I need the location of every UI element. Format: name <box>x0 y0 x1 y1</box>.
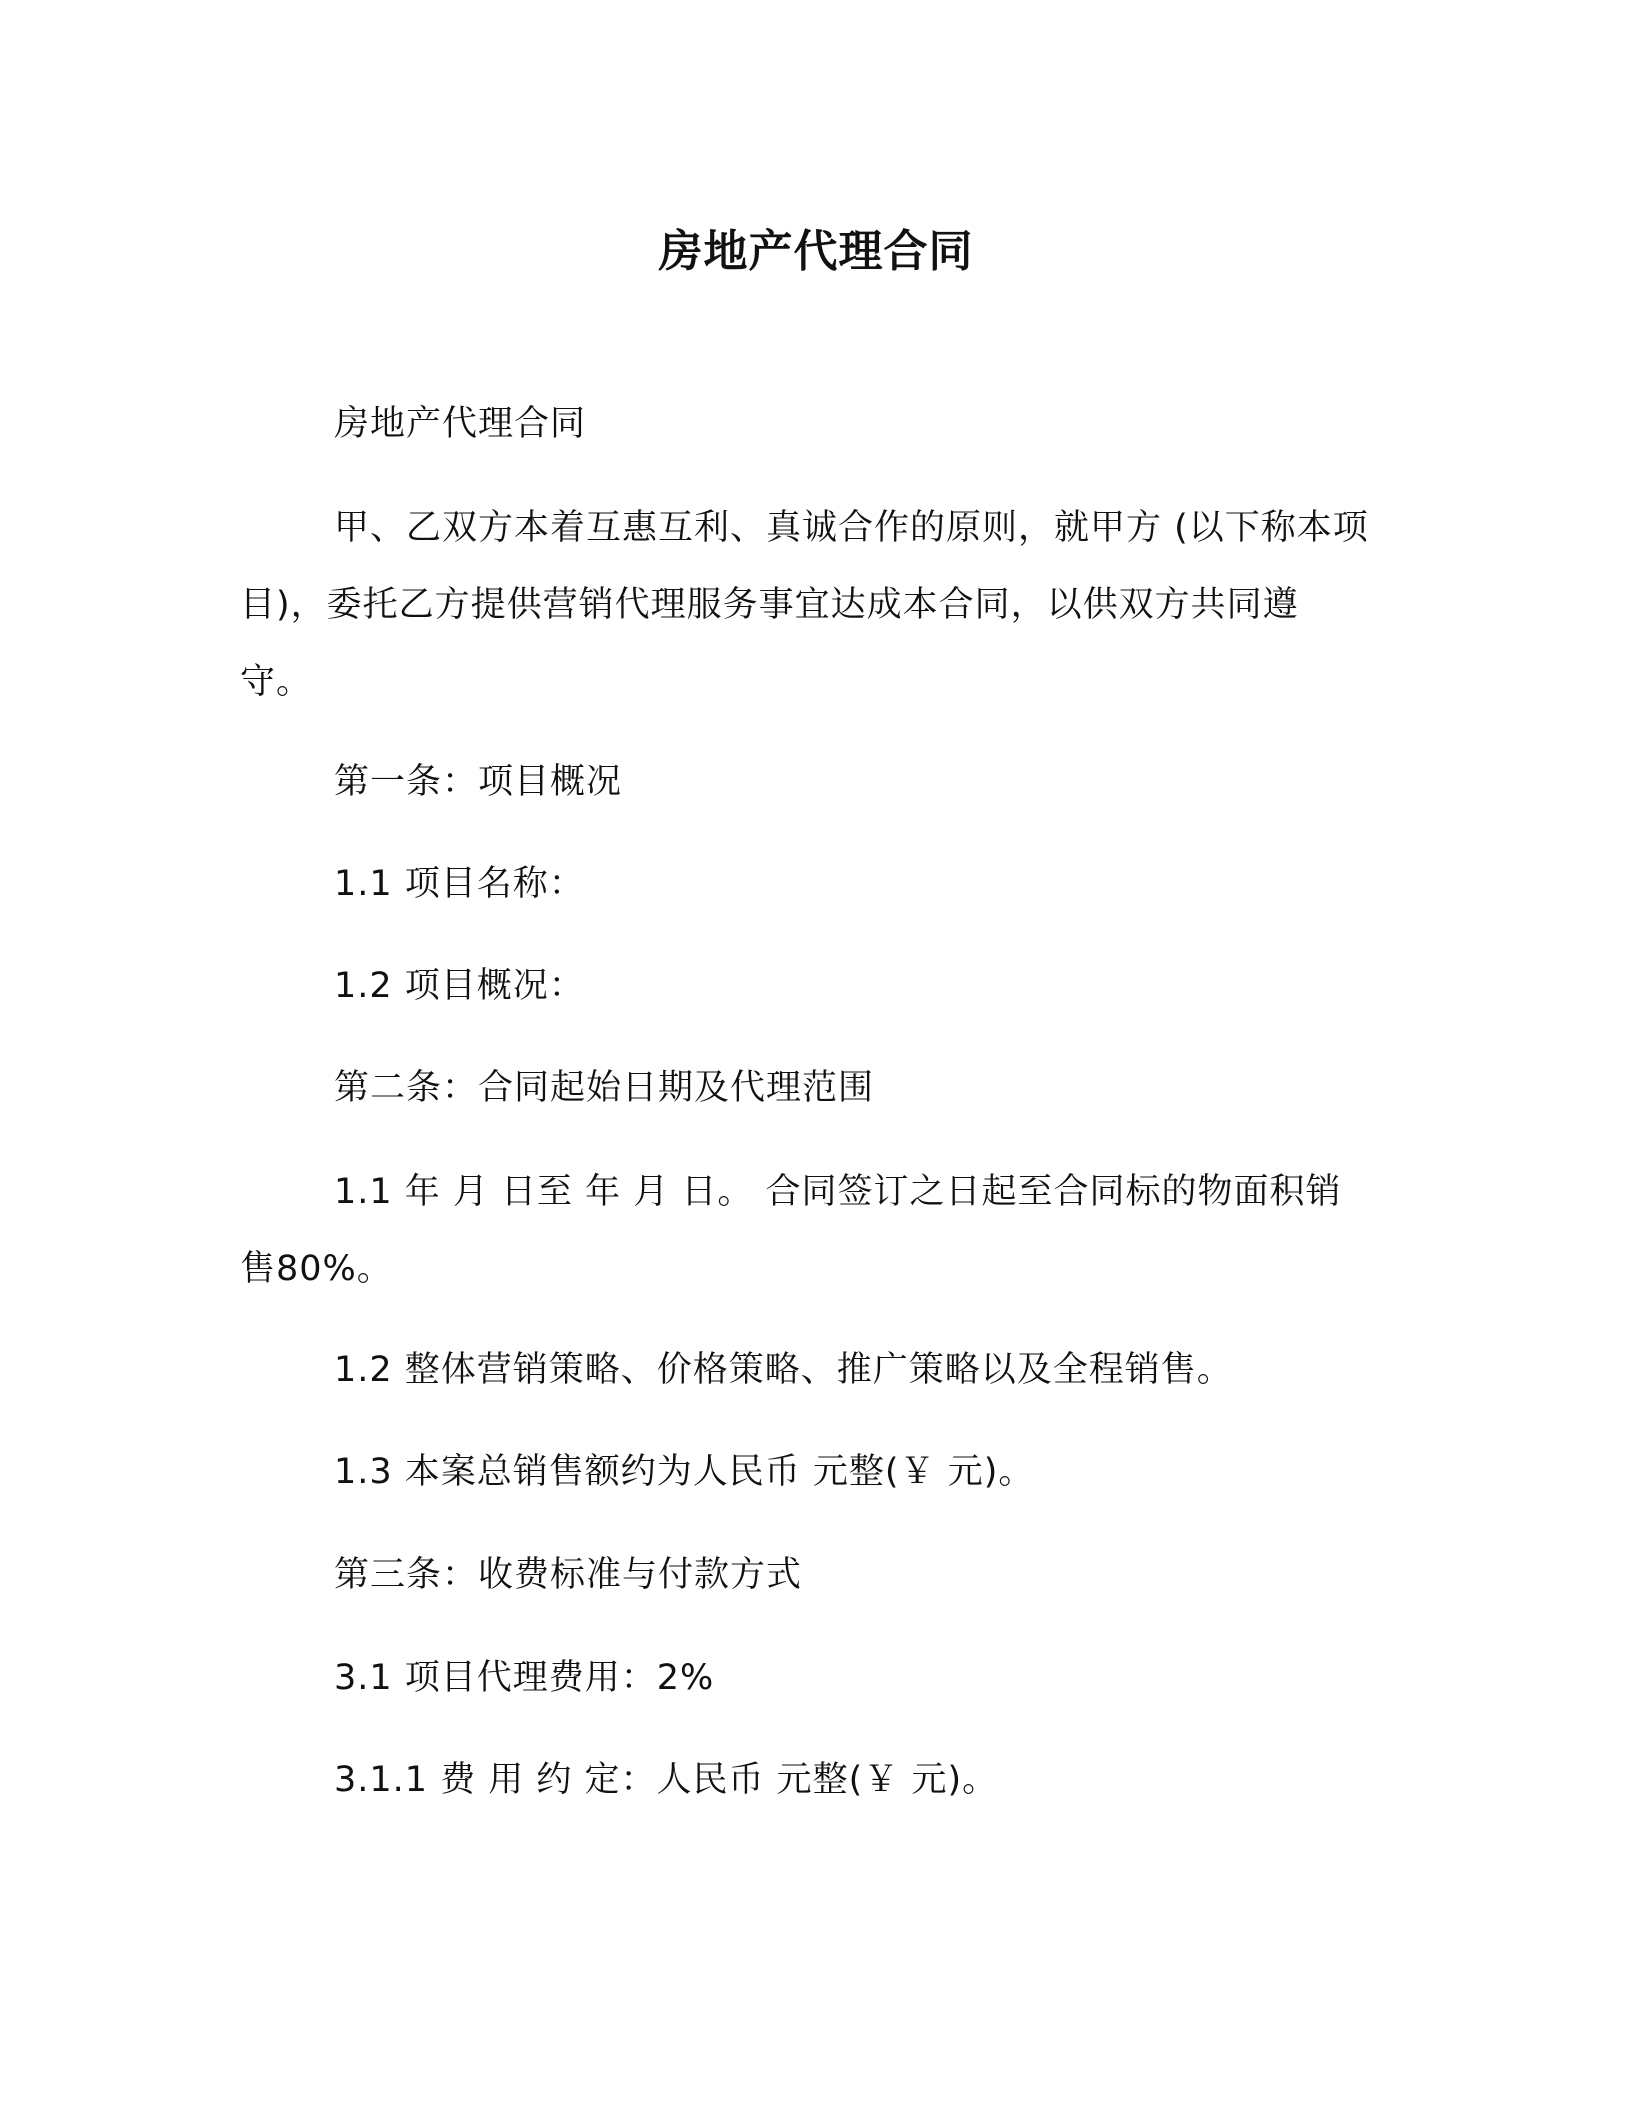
paragraph-heading: 房地产代理合同 <box>334 404 587 444</box>
clause-3-1-1-fee-agreement: 3.1.1 费 用 约 定：人民币 元整(￥ 元)。 <box>334 1760 999 1800</box>
clause-1-2-project-overview: 1.2 项目概况： <box>334 966 585 1006</box>
clause-1-1-project-name: 1.1 项目名称： <box>334 864 585 904</box>
article-1-heading: 第一条：项目概况 <box>334 762 623 802</box>
clause-2-1-term: 1.1 年 月 日至 年 月 日。 合同签订之日起至合同标的物面积销售80%。 <box>240 1172 1342 1289</box>
paragraph-preamble: 甲、乙双方本着互惠互利、真诚合作的原则，就甲方 (以下称本项目)，委托乙方提供营销代理服务事宜达成本合同，以供双方共同遵守。 <box>240 508 1369 702</box>
clause-2-3-total-sales: 1.3 本案总销售额约为人民币 元整(￥ 元)。 <box>334 1452 1035 1492</box>
article-3-heading: 第三条：收费标准与付款方式 <box>334 1555 803 1595</box>
clause-3-1-agency-fee: 3.1 项目代理费用：2% <box>334 1658 715 1698</box>
document-title: 房地产代理合同 <box>658 226 974 277</box>
clause-2-2-scope: 1.2 整体营销策略、价格策略、推广策略以及全程销售。 <box>334 1350 1233 1390</box>
article-2-heading: 第二条：合同起始日期及代理范围 <box>334 1068 875 1108</box>
